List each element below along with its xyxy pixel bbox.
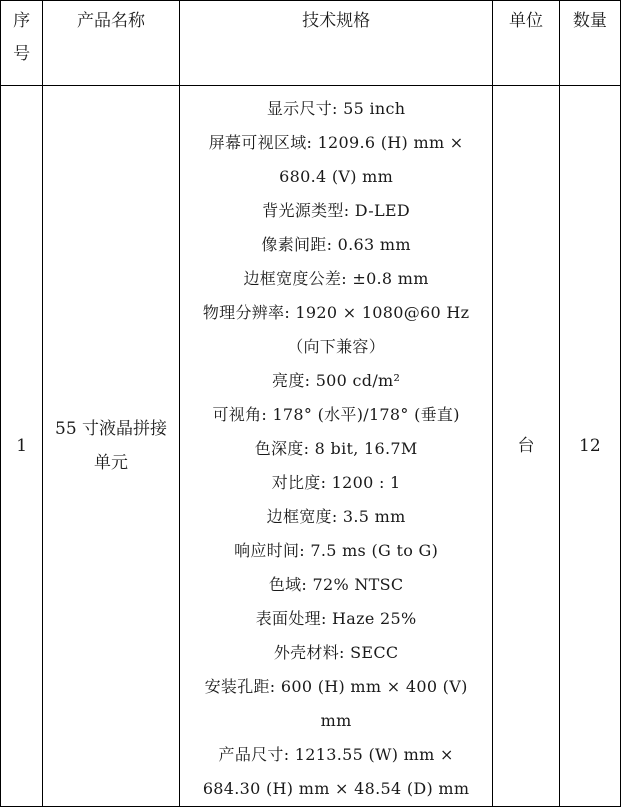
cell-seq: 1 [1,86,43,807]
spec-line: 背光源类型: D-LED [262,201,410,220]
cell-qty: 12 [559,86,620,807]
spec-list [180,88,493,806]
spec-line: 表面处理: Haze 25% [255,609,417,628]
spec-line: 色深度: 8 bit, 16.7M [254,439,418,458]
spec-line: （向下兼容） [287,337,386,356]
header-seq-line2: 号 [13,44,31,64]
spec-line: 物理分辨率: 1920 × 1080@60 Hz [202,303,470,322]
header-unit: 单位 [493,1,559,86]
spec-line: 边框宽度公差: ±0.8 mm [243,269,429,288]
spec-line: 亮度: 500 cd/m² [272,371,401,390]
spec-line: 色域: 72% NTSC [268,575,404,594]
header-seq [1,1,43,86]
product-name-line2: 单元 [94,453,129,473]
header-name: 产品名称 [43,1,180,86]
spec-line: mm [320,711,352,730]
spec-line: 响应时间: 7.5 ms (G to G) [234,541,439,560]
spec-line: 显示尺寸: 55 inch [266,99,406,118]
spec-line: 684.30 (H) mm × 48.54 (D) mm [202,779,470,798]
spec-line: 屏幕可视区域: 1209.6 (H) mm × [208,133,464,152]
spec-line: 外壳材料: SECC [273,643,399,662]
spec-line: 对比度: 1200 : 1 [271,473,401,492]
cell-unit: 台 [493,86,559,807]
header-seq-line1: 序 [13,11,31,31]
spec-line: 680.4 (V) mm [279,167,394,186]
spec-line: 边框宽度: 3.5 mm [266,507,406,526]
table-header-row [1,1,621,86]
cell-spec [179,86,493,807]
header-spec: 技术规格 [179,1,493,86]
table-row [1,86,621,807]
spec-line: 像素间距: 0.63 mm [261,235,411,254]
product-name-line1: 55 寸液晶拼接 [55,419,168,439]
header-qty: 数量 [559,1,620,86]
spec-line: 产品尺寸: 1213.55 (W) mm × [218,745,454,764]
spec-line: 安装孔距: 600 (H) mm × 400 (V) [204,677,468,696]
cell-product-name [43,86,180,807]
spec-line: 可视角: 178° (水平)/178° (垂直) [212,405,460,424]
